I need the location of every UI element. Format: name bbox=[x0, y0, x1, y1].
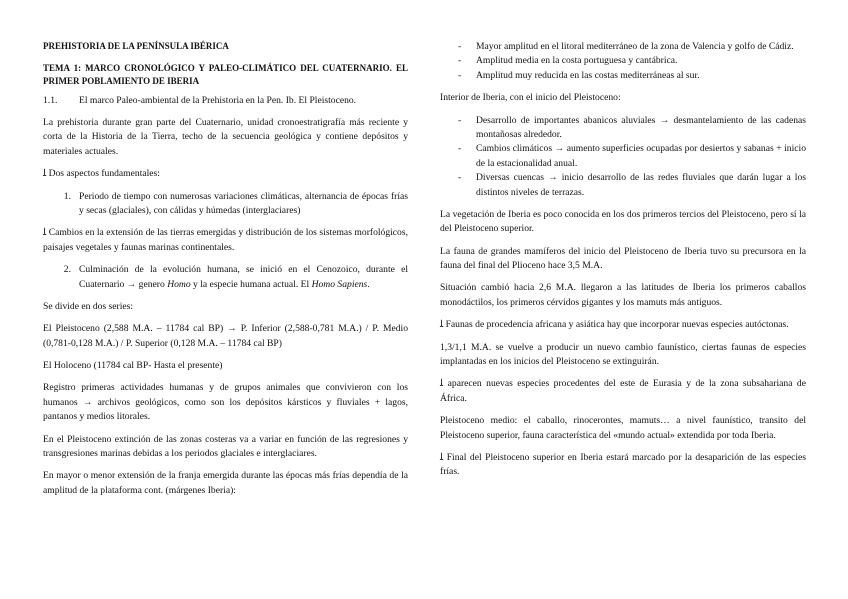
paragraph-franja-emergida: En mayor o menor extensión de la franja emergida durante las épocas más frías dependía de la amplitud de la plataforma cont. (márgenes Iberia): bbox=[43, 470, 408, 496]
dash-marker: - bbox=[458, 55, 462, 67]
list-text: Mayor amplitud en el litoral mediterráneo de la zona de Valencia y golfo de Cádiz. bbox=[476, 41, 794, 52]
list-item bbox=[440, 114, 806, 143]
dash-marker: - bbox=[458, 172, 462, 184]
paragraph-registro: Registro primeras actividades humanas y de grupos animales que convivieron con los humanos → archivos geológicos, como son los depósitos kársticos y fluviales + lagos, pantanos y medios litorales. bbox=[43, 382, 408, 423]
paragraph-holoceno: El Holoceno (11784 cal BP- Hasta el presente) bbox=[43, 360, 223, 372]
italic-homo: Homo bbox=[167, 278, 191, 290]
paragraph-nuevas-especies: ﻠ aparecen nuevas especies procedentes del este de Eurasia y de la zona subsahariana de África. bbox=[440, 378, 806, 404]
paragraph-pleistoceno-medio: Pleistoceno medio: el caballo, rinocerontes, mamuts… a nivel faunístico, transito del Pleistoceno superior, fauna característica del «mundo actual» extendida por toda Iberia. bbox=[440, 415, 806, 441]
list-text-part: y la especie humana actual. El bbox=[190, 278, 312, 290]
paragraph-prehistoria: La prehistoria durante gran parte del Cuaternario, unidad cronoestratigrafía más reciente y corta de la Historia de la Tierra, techo de la secuencia geológica y contiene depósitos y materiales actuales. bbox=[43, 116, 408, 157]
right-column bbox=[440, 40, 806, 488]
list-text bbox=[79, 263, 408, 292]
list-item-2 bbox=[43, 263, 408, 292]
list-text: Desarrollo de importantes abanicos aluviales → desmantelamiento de las cadenas montañosas alrededor. bbox=[476, 114, 806, 140]
list-number: 1. bbox=[63, 190, 71, 202]
paragraph-aspectos: ﻠ Dos aspectos fundamentales: bbox=[43, 168, 160, 180]
italic-homo-sapiens: Homo Sapiens bbox=[311, 278, 368, 290]
paragraph-series: Se divide en dos series: bbox=[43, 300, 134, 312]
list-number: 2. bbox=[63, 264, 71, 276]
paragraph-fauna: La fauna de grandes mamíferos del inicio del Pleistoceno de Iberia tuvo su precursora en la fauna del final del Plioceno hace 3,5 M.A. bbox=[440, 245, 806, 272]
dash-marker: - bbox=[458, 114, 462, 126]
section-number: 1.1. bbox=[43, 94, 58, 106]
paragraph-faunas-africanas: ﻠ Faunas de procedencia africana y asiática hay que incorporar nuevas especies autóctonas. bbox=[440, 319, 789, 331]
list-text: Diversas cuencas → inicio desarrollo de las redes fluviales que darán lugar a los distintos niveles de terrazas. bbox=[476, 172, 806, 198]
paragraph-final: ﻠ Final del Pleistoceno superior en Iberia estará marcado por la desaparición de las especies frías. bbox=[440, 451, 806, 478]
list-item bbox=[440, 54, 806, 68]
margin-list bbox=[440, 40, 806, 83]
paragraph-cambio-faunistico: 1,3/1,1 M.A. se vuelve a producir un nuevo cambio faunístico, ciertas faunas de especies implantadas en los inicios del Pleistoceno se extinguirán. bbox=[440, 341, 806, 368]
left-column bbox=[43, 40, 408, 506]
section-heading bbox=[43, 94, 408, 108]
list-text: Cambios climáticos → aumento superficies ocupadas por desiertos y sabanas + inicio de la estacionalidad anual. bbox=[476, 143, 806, 169]
document-title: PREHISTORIA DE LA PENÍNSULA IBÉRICA bbox=[43, 41, 229, 51]
list-item bbox=[440, 69, 806, 83]
list-item bbox=[440, 142, 806, 171]
paragraph-cambios: ﻠ Cambios en la extensión de las tierras emergidas y distribución de los sistemas morfológicos, paisajes vegetales y faunas marinas continentales. bbox=[43, 227, 408, 253]
list-text-part: . bbox=[367, 278, 370, 290]
paragraph-interior: Interior de Iberia, con el inicio del Pleistoceno: bbox=[440, 92, 621, 104]
list-item bbox=[440, 171, 806, 200]
list-text-part: Culminación de la evolución humana, se inició en el Cenozoico, durante el Cuaternario → genero bbox=[79, 264, 408, 290]
list-text: Periodo de tiempo con numerosas variaciones climáticas, alternancia de épocas frías y secas (glaciales), con cálidas y húmedas (interglaciares) bbox=[79, 190, 408, 216]
dash-marker: - bbox=[458, 69, 462, 81]
list-item bbox=[440, 40, 806, 54]
chapter-title: TEMA 1: MARCO CRONOLÓGICO Y PALEO-CLIMÁTICO DEL CUATERNARIO. EL PRIMER POBLAMIENTO DE IBERIA bbox=[43, 62, 408, 86]
list-item-1 bbox=[43, 190, 408, 219]
list-text: Amplitud media en la costa portuguesa y cantábrica. bbox=[476, 55, 678, 67]
dash-marker: - bbox=[458, 143, 462, 155]
paragraph-pleistoceno: El Pleistoceno (2,588 M.A. – 11784 cal BP) → P. Inferior (2,588-0,781 M.A.) / P. Medio (0,781-0,128 M.A.) / P. Superior (0,128 M.A. – 11784 cal BP) bbox=[43, 323, 408, 349]
interior-list bbox=[440, 114, 806, 200]
dash-marker: - bbox=[458, 41, 462, 52]
paragraph-situacion: Situación cambió hacia 2,6 M.A. llegaron a las latitudes de Iberia los primeros caballos monodáctilos, los primeros cérvidos gigantes y los mamuts más antiguos. bbox=[440, 282, 806, 308]
list-text: Amplitud muy reducida en las costas mediterráneas al sur. bbox=[476, 69, 700, 81]
paragraph-vegetacion: La vegetación de Iberia es poco conocida en los dos primeros tercios del Pleistoceno, pero sí la del Pleistoceno superior. bbox=[440, 208, 806, 235]
paragraph-zonas-costeras: En el Pleistoceno extinción de las zonas costeras va a variar en función de las regresiones y transgresiones marinas debidas a los periodos glaciales e interglaciares. bbox=[43, 433, 408, 460]
section-title: El marco Paleo-ambiental de la Prehistoria en la Pen. Ib. El Pleistoceno. bbox=[79, 94, 357, 106]
